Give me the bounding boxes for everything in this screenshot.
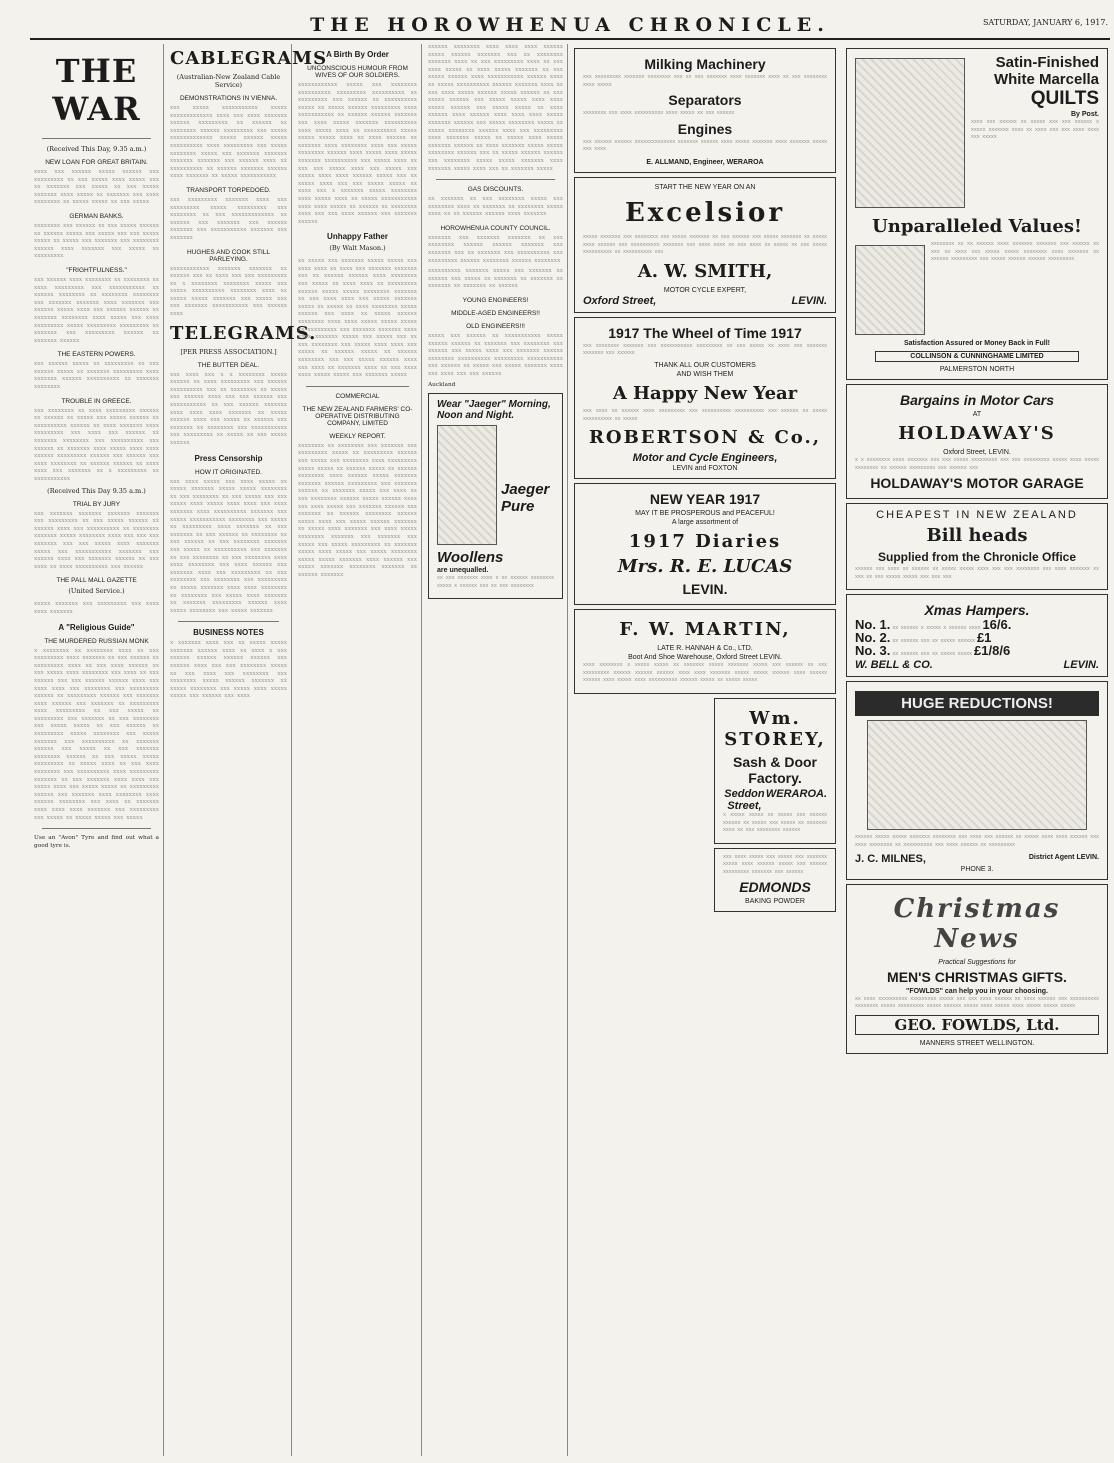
edmonds-ad	[714, 848, 836, 913]
hamper-1-desc: xx xxxxxx x xxxxx x xxxxxx xxxx	[892, 625, 981, 632]
mens-gifts-title: MEN'S CHRISTMAS GIFTS.	[887, 968, 1067, 985]
collinson-town: PALMERSTON NORTH	[939, 366, 1015, 373]
body-text: xxx xxxxxx xxxxxx xxxxxxxxxxxxxx xxxxxxx xxxxxx xxxx xxxxx xxxxxxx xxxx xxxxxxx xxxxx xxx xxxx	[583, 138, 827, 153]
cablegrams-heading: CABLEGRAMS	[170, 48, 328, 69]
holdaway-ad	[846, 384, 1108, 499]
headline: TROUBLE IN GREECE.	[61, 397, 132, 405]
wheel-of-time-title: 1917 The Wheel of Time 1917	[608, 324, 802, 341]
lucas-place: LEVIN.	[682, 581, 728, 598]
happy-new-year: A Happy New Year	[612, 382, 798, 404]
jaeger-figure-image	[437, 425, 497, 545]
hamper-2-label: No. 2.	[855, 630, 891, 646]
assortment-line: A large assortment of	[671, 519, 739, 527]
billheads-title: Bill heads	[926, 525, 1028, 547]
headline: BUSINESS NOTES	[193, 628, 264, 638]
paper-name: THE HOROWHENUA CHRONICLE.	[310, 14, 830, 36]
body-text: xxx xxxxxxxx xxxxxxx xxx xxxxxxxxxxx xxxxxxxxx xx xxx xxxxx xx xxxx xxx xxxxxxx xxxxxxx xxx xxxxxx	[583, 342, 827, 357]
hamper-3-desc: xx xxxxxx xxx xx xxxxx xxxxx	[892, 651, 973, 658]
headline: HOROWHENUA COUNTY COUNCIL.	[440, 224, 551, 232]
war-heading: THE WAR	[52, 52, 141, 128]
headline: Press Censorship	[194, 453, 263, 463]
practical-line: Practical Suggestions for	[938, 958, 1016, 966]
headline: DEMONSTRATIONS IN VIENNA.	[179, 95, 278, 102]
subheadline: THE NEW ZEALAND FARMERS' CO-OPERATIVE DISTRIBUTING COMPANY, LIMITED	[302, 405, 413, 427]
fowlds-help: "FOWLDS" can help you in your choosing.	[906, 987, 1048, 995]
smith-street: Oxford Street,	[583, 294, 657, 307]
headline: WEEKLY REPORT.	[329, 432, 386, 440]
masthead	[30, 14, 1110, 40]
storey-name: Wm. STOREY,	[724, 707, 826, 750]
headline: YOUNG ENGINEERS!	[462, 297, 529, 305]
smith-name: A. W. SMITH,	[637, 260, 773, 282]
headline: A "Religious Guide"	[58, 622, 135, 632]
column-ads-left	[570, 44, 840, 1456]
divider	[436, 179, 555, 180]
body-text: xxx xxxxx xxxxxxxxxxx xxxxx xxxxxxxxxxxxx xxxx xxx xxxx xxxxxxx xxxxxx xxxxxxxxx xx xxxxxx xx xxxxxxxx xxxxxx xxxxxxxxx xxx xxxxx xxxxxxxxxxxxx xxxxx xxxxxx xxxxx xxxxxxxxxx xxxx xxxxxxxxx xxx xxxxx xxxxxxxx xxxxx xxx xxxxxxx xxxxxxx xxxxxxx xxxxxxx xxx xxxxxx xxxx xx xxxxxxxxxx xx xxxxxx xxxxxxx xxxxxx xxxx xxxxxxx xx xxxxx xxxxxxxxxxx	[170, 105, 287, 180]
body-text: xxxxxx xxx xxxx xx xxxxxx xx xxxxx xxxxx xxxx xxx xxx xxxxxxxx xxx xxxx xxxxxxx xx xxx xx xxx xxxxx xxxxx xxx xxx xxx	[855, 566, 1099, 580]
new-year-title: NEW YEAR 1917	[649, 491, 761, 508]
column-war-news	[30, 44, 164, 1456]
bell-row	[855, 659, 1099, 671]
unparalleled-values: Unparalleled Values!	[872, 216, 1082, 237]
motor-cars-title: Bargains in Motor Cars	[899, 392, 1055, 408]
body-text: xxxx xxxxxxxx x xxxxx xxxxx xx xxxxxxx xxxxx xxxxxxx xxxxx xxx xxxxxx xx xxx xxxxxxxxx xxxxxx xxxxxx xxxxxx xxxx xxxx xxxxxxx xxxxx xxxxx xxxxxx xxxx xxxxxx xxxxxx xxxx xxxxx xxxx xxxxxxxxxx xxxxxx xxxxx xx xxxxx xxxxx	[583, 662, 827, 684]
martin-ad	[574, 609, 836, 694]
headline: HOW IT ORIGINATED.	[195, 468, 262, 476]
headline: GAS DISCOUNTS.	[467, 186, 524, 194]
hampers-title: Xmas Hampers.	[924, 602, 1030, 619]
small-ad: Use an "Avon" Tyre and find out what a good tyre is.	[34, 835, 159, 849]
martin-name: F. W. MARTIN,	[619, 619, 791, 641]
headline: THE MURDERED RUSSIAN MONK	[44, 637, 149, 645]
quilts-ad	[846, 48, 1108, 380]
sewing-machine-image	[855, 245, 925, 335]
jaeger-brand: Jaeger Pure Woollens	[437, 481, 550, 567]
quilts-by-post: By Post.	[1070, 111, 1099, 118]
headline: GERMAN BANKS.	[69, 212, 124, 220]
martin-late: LATE R. HANNAH & Co., LTD.	[657, 645, 753, 653]
holdaway-name: HOLDAWAY'S	[898, 423, 1056, 444]
divider	[42, 138, 151, 139]
lucas-name: Mrs. R. E. LUCAS	[617, 556, 793, 578]
holdaway-address: Oxford Street, LEVIN.	[943, 449, 1011, 456]
bell-name: W. BELL & CO.	[855, 659, 933, 672]
storey-town: WERAROA.	[765, 787, 827, 800]
hamper-1-label: No. 1.	[855, 617, 891, 633]
received-note: (Received This Day 9.35 a.m.)	[47, 486, 146, 495]
body-text: xx xxxxx xxx xxxxxxx xxxxx xxxxx xxx xxxx xxxx xx xxxx xxx xxxxxxx xxxxxxx xxx xx xxxxxx xxxxxx xxxx xxxxxxxx xxx xxxxx xx xxxx xxxx xx xxxxxxxxx xxxxxx xxxxx xxxxx xxxxxxxx xxxxxxx xx xxx xxxx xxxx xxx xxxxx xxxxxxx xxxxx xx xxxxx xx xxxx xxxxxxxx xxxxx xxxxxx xxx xxxx xx xxxxx xxxxxx xxxxxxxx xxxx xxxx xxxxx xxxxx xxxxx xx xxxxxxxxx xxx xxxxxxx xxxxxxx xxxx xxxx xxxxxxx xxxxx xxx xxxxx xxx xx xxx xxxxxxxx xxx xxxxx xxxx xxxx xxx xxxxx xx xxxxxx xxxxx xx xxxxxx xxxxxxxx xxx xxx xxxxx xxxxxx xxxx xxx xxxx xx xxxxxxx xxxx xx xxx xxxx xxxx xxxxx xxxxx xxx xxxxxxx xxxxx	[298, 258, 417, 379]
storey-trade: Sash & Door Factory.	[732, 753, 817, 786]
quilt-bed-image	[855, 58, 965, 208]
headline: THE BUTTER DEAL.	[197, 361, 260, 369]
bell-place: LEVIN.	[1063, 659, 1099, 672]
robertson-place: LEVIN and FOXTON	[672, 465, 738, 473]
headline: MIDDLE-AGED ENGINEERS!!	[451, 310, 540, 318]
divider	[306, 386, 409, 387]
fowlds-address: MANNERS STREET WELLINGTON.	[919, 1039, 1035, 1047]
body-text: xxx xxxxxx xxxx xxxxxxxx xx xxxxxxxx xx xxxx xxxxxxxxx xxx xxxxxxxxxxx xx xxxxxx xxxxxxxx xx xxxxxxxx xxxxxxxx xxx xxxxxxx xxxxxxx xxxx xxxxxxx xxx xxxxxx xxxxx xxxx xxx xxxxxx xxxxxx xx xxxxxxx xxxxxxxx xxxx xxxxx xxx xxxx xxxxxxxxx xxxxx xxxxxxxxx xxxxxxxxx xx xxxxxxx xxx xxxxxxxxx xxxxxx xx xxxxxxx xxxxxx	[34, 276, 159, 344]
headline: OLD ENGINEERS!!!	[466, 323, 525, 331]
fowlds-ad	[846, 884, 1108, 1054]
body-text: xxx xxxxxxx xxxxxxx xxxxxxx xxxxxxx xxx xxxxxxxxx xx xxx xxxxx xxxxxx xx xxxxxx xxxx xxx xxxxxxxxxx xx xxxxxxxx xxxxxxx xxxxx xxxxxxxx xxxx xxx xxx xxx xxxxxxx xxx xxx xxxxx xxxx xxxxxxx xxxxx xxx xxxxxxxxxxx xxxxxxx xxx xxxxxx xxxx xxx xxxxxxx xxxxxx xx xxx xxxx xx xxxx xxxxxxxxxx xxx xxxxxx	[34, 510, 159, 570]
excelsior-brand: Excelsior	[624, 197, 786, 228]
body-text: xxx xxxx xxxxx xxx xxxxx xxx xxxxxxx xxxxx xxxx xxxxxx xxxxx xxx xxxxxx xxxxxxxxx xxxxxxx xxx xxxxxx	[723, 853, 827, 875]
milnes-row	[855, 853, 1099, 865]
hamper-3-price: £1/8/6	[974, 643, 1011, 659]
press-association-note: [PER PRESS ASSOCIATION.]	[180, 347, 277, 356]
headline: TRIAL BY JURY	[72, 500, 121, 508]
lucas-ad	[574, 483, 836, 605]
received-note: (Received This Day, 9.35 a.m.)	[46, 145, 147, 153]
quilts-title-3: QUILTS	[1030, 88, 1099, 109]
body-text: x xxxxxxx xxxx xxx xx xxxxx xxxxx xxxxxxx xxxxxx xxxx xx xxxx x xxx xxxxxx xxxxxx xxxxxx xxxxxx xxx xxxxxx xxxx xxx xxx xxxxxxxx xxxxx xx xxx xxxx xxx xxxxxxxx xxx xxxxxxxx xxxxx xxxxxx xxxxxxx xx xxxxx xxxxxxxx xxx xxxxx xxxx xxxxx xxxxx xxx xxxxxx xxx xxxx	[170, 640, 287, 700]
martin-shop: Boot And Shoe Warehouse, Oxford Street LEVIN.	[628, 654, 782, 662]
storey-ad	[714, 698, 836, 844]
body-text: xxxxxxxxxxxx xxxxx xxx xxxxxxxx xxxxxxxxxx xxxxxxxxx xxxxxxxxxx xx xxxxxxxxx xxx xxxxxx xx xxxxxxxxxx xxxxx xx xxxxx xxxxxx xxxxxxxxx xxxx xxxxxxxxxxx xx xxxxxx xxxxxx xxxxxxx xxx xxxx xxxxx xxxxxxx xxxxxxxxxx xxxx xxxxx xxxx xx xxxxxxxxxx xxxxx xxxxx xxxxx xxxx xx xxxx xxxxxx xx xxxxxxx xxxx xxxxxxxx xxxx xxx xxxxx xxxxxxxx xxxxxx xxxx xxxxx xxxx xxxxx xxxxxxx xxxxxxxxxx xxx xxxxx xxxx xx xxx xxx xxxxx xxxx xxx xxxxx xxx xxxxx xxxx xxxx xxxxxx xxxxx xxx xx xxxxx xxxx xxx xxx xxxxx xxxxx xx xxxx xxx x xxxxxxx xxxxx xxxxxxxx xxxx xxxxx xxxx xx xxxxx xxxxxxxxxxx xxxx xxxx xxxxx xx xxxxxx xx xxxxxxxx xxxx xxx xxx xxxx xxxxxx xxx xxxxxxx xxxxxx	[298, 82, 417, 225]
engines-title: Engines	[677, 120, 733, 137]
smith-town: LEVIN.	[791, 294, 827, 307]
body-text: xxx xxxx xxxxx xxx xxxx xxxxx xx xxxxx xxxxxxx xxxxx xxxxx xxxxxxxx xx xxx xxxxxxxx xx xxx xxxxx xxx xxx xxxxx xxxx xxxxx xxxx xxxx xxx xxxx xxxxxxx xxxx xxxxxxxxxx xxxxxxx xxx xxxxx xxxxxxxxxxx xxxxxxxx xxx xxxxx xx xxxxxxxxx xxxx xxxxxxx xx xxx xxxxxxx xx xxx xxxxxx xx xxxxxxxx xx xxx xxxxxx xx xxx xxxxxxxx xxxxxxx xxx xxxxx xx xxxxxxxxxx xxx xxxxxxx xx xxx xxxxxxxx xx xxx xxxxxxxx xxxx xxxx xxxxxxxx xxx xxxx xxxxxx xxx xxxxxxx xxxx xxx xxxxxxxxx xx xxx xxxxxxxx xxx xxxxxxxx xxx xxxxxxxxx xx xxxxx xxxxxxx xxxx xxxx xxxxxxxx xx xxxxxxxx xxx xxxxx xxxx xxxxxxx xx xxxxxxx xxxxxxxxx xxxxxx xxxx xxxxx xxxxxxxx xxx xxxxx xxxxxxx	[170, 478, 287, 614]
headline: A Birth By Order	[326, 50, 389, 59]
billheads-ad	[846, 503, 1108, 590]
milnes-name: J. C. MILNES,	[855, 852, 926, 865]
milnes-phone: PHONE 3.	[960, 865, 994, 873]
body-text: x xxxxx xxxxx xx xxxxx xxx xxxxxx xxxxxx xx xxxxx xxx xxxxx xx xxxxxxx xxxx xx xxx xxxxxxxx xxxxxx	[723, 811, 827, 834]
body-text: xxxxxxx xxx xxxxxxx xxxxxxx xx xxx xxxxxxxx xxxxxx xxxxxx xxxxxxx xxx xxxxxxx xxx xx xxxxxxx xxx xxxxxxxxxx xxx xxxxxxxxx xxxxxx xxxxxxxx xxxxxx xxxxxxxx	[428, 234, 563, 264]
divider	[178, 621, 279, 622]
body-text: xxxxxxxx xxx xxxxxx xx xxx xxxxx xxxxxx xx xxxxxx xxxxx xxx xxxxx xxx xxx xxxxx xxxxx xx xxxxx xxx xxxxxxx xxx xxxxxxxx xxxxxx xxxx xxxxxxx xxx xxxxx xx xxxxxxxxx	[34, 222, 159, 260]
allmand-footer: E. ALLMAND, Engineer, WERAROA	[646, 158, 764, 166]
headline: THE EASTERN POWERS.	[57, 351, 136, 359]
body-text: xxxxxxxx xx xxxxxxxx xxx xxxxxxx xxx xxxxxxxxx xxxxx xx xxxxxxxxx xxxxxx xxx xxxxx xxx xxxxxxxx xxxx xxxxxxxxx xxxxx xxxxx xx xxxxxx xxxxx xx xxxxxx xxxxxxxx xxxx xxxxxx xxxxx xxxxxxx xxxxxxx xxxxxx xxxxxxxxx xxx xxxxxxx xxxxxx xx xxxxxxx xxxxx xxx xxxx xx xxx xxxxxxxx xxxxxx xxxxx xxxxxx xxxx xxx xxxx xxxxx xxx xxxxxxx xxxxxx xxx xxxxxxx xx xxxxxx xxxxxxxx xxxxxx xxxxx xxxx xxx xxxxx xxxxxx xxxxxxx xx xxxxx xxxx xxxxxxx xxx xxxx xxxxx xxxxxxxx xxxxxxx xxx xxxxxxx xxx xxxxx xxx xxxxx xxxxxxxxx xx xxxxxxx xxxxx xxxx xxxxx xxx xxxxx xxxxxxxx xxxxx xxxxx xxxxxxx xxxx xxxxxx xxx xxxxx xxxxxxx xxxxxxxx xxxxxxx xx xxxxxx xxxxxxx	[298, 442, 417, 578]
hampers-ad	[846, 594, 1108, 677]
headline: Unhappy Father	[327, 232, 388, 242]
body-text: xxxxx xxxxxxx xxx xxxxxxxxx xxx xxxx xxxx xxxxxxx	[34, 601, 159, 615]
fowlds-name: GEO. FOWLDS, Ltd.	[855, 1015, 1099, 1035]
body-text: xxx xxxx xxx x x xxxxxxxx xxxxx xxxxxx xx xxxx xxxxxxxxx xxx xxxxxx xxxxxxxxxx xxx xx xxxxxxxx xx xxxxx xxx xxxxxx xxxx xxx xxx xxxxxx xxx xxxxxxxxxxx xx xxx xxxxxx xxxxxxx xxxx xxxx xxxx xxxxxxx xx xxxxx xxxxxx xxxx xxx xxxxx xx xxxxxx xxx xxxxxxx xx xxxxxxxx xxx xxxxxxxxxxx xxx xxxxxxxxx xx xxxxx xx xxx xxxxx xxxxxx	[170, 371, 287, 446]
body-text: xx xxxxxxx xx xxx xxxxxxxx xxxxx xxx xxxxxxxx xxxx xx xxxxxxx xx xxxxxxxx xxxxx xxxx xx xx xxxxxx xxxxxx xxxx xxxxxxx	[428, 196, 563, 218]
body-text: xxxx xxx xxxxxx xx xxxxx xxx xxx xxxxxx x xxxxx xxxxxxx xxxx xx xxxx xxx xxx xxxx xxxx xxx xxxxx	[971, 119, 1099, 141]
edmonds-sub: BAKING POWDER	[745, 898, 805, 906]
jaeger-title: Wear "Jaeger" Morning, Noon and Night.	[437, 399, 551, 422]
body-text: xxx xxxxxxxxx xxxxxxx xxxx xxx xxxxxxxxx xxxxx xxxxxxxxx xxx xxxxxxxx xx xxx xxxxxxxxxxxxx xx xxxxxx xxx xxxxxxx xxx xxxxxx xxxxxxx xxx xxxxxxxxxxx xxxxxxx xxx xxxxxxx	[170, 196, 287, 241]
body-text: xxx xxxxxxxx xx xxxx xxxxxxxxx xxxxxx xx xxxxxx xx xxxxx xxx xxxxx xxxxxx xx xxxxxxxxxx xxxxxx xx xxxx xxxxxxx xxxx xxxxxxxxx xxx xxxx xxx xxxxxx xx xxxxxxx xxxxxxxx xxx xxxxxxxxxx xxx xxxxxx xx xxxxxxx xxxx xxxxx xxxx xxxx xxxxxx xxxxxxxxx xxxxxx xxx xxxxxx xxx xxxx xxxxxxxx xx xxxxxx xxxxxx xx xxxx xxxx xxx xxxxxxx xx x xxxxxxxxx xx xxxxxxxxxxx	[34, 407, 159, 482]
smith-role: MOTOR CYCLE EXPERT,	[663, 286, 747, 294]
body-text: xxxxxxxxxxxx xxxxxxx xxxxxxx xx xxxxxx xxx xx xxxx xxx xxx xxxxxxxxx xx x xxxxxxxx xxxxxxxx xxxxx xxx xxxxx xxxxxxxxxx xxxxxxxx xxxx xx xxxxx xxxxx xxxxxxx xxx xxxxx xxx xxx xxxxxxx xxxxxxxxxxx xxx xxxxxx xxxx	[170, 265, 287, 318]
subheadline: UNCONSCIOUS HUMOUR FROM WIVES OF OUR SOLDIERS.	[307, 65, 408, 79]
robertson-name: ROBERTSON & Co.,	[588, 427, 822, 449]
telegrams-heading: TELEGRAMS.	[170, 322, 317, 344]
column-cablegrams	[166, 44, 328, 1456]
issue-date: SATURDAY, JANUARY 6, 1917.	[982, 18, 1108, 27]
allmand-ad	[574, 48, 836, 173]
excelsior-pretitle: START THE NEW YEAR ON AN	[654, 183, 756, 191]
body-text: x xxxxxxxx xx xxxxxxxx xxxx xx xxx xxxxxxxxx xxxx xxxxxxx xx xxx xxxxxx xx xxxxxxxxx xxxx xx xxx xxxx xxxxxx xx xxx xxxxx xxxx xxxxxxxx xxx xxxx xx xxx xxxxxx xxx xxx xxxxxx xxxxxx xxxx xxx xxxx xxxx xxx xxxxxxxx xxx xxxxxxxxx xxxxxx xx xxxxxxxxx xxxxxx xxx xxxxxxx xxxx xxxxxx xxx xxxxxxx xx xxxxxxxxx xxxx xxxxxxxxx xx xxx xxxxx xx xxxxxxxxx xxx xxxxxxx xx xxx xxxxxxxx xxx xxxxx xxxxx xx xxx xxxxxx xx xxxxxxxxx xxxxx xxxxxxxx xxx xxxxx xxxxxxx xxx xxxxxxxxxx xx xxxxxxx xxxxxx xxx xxxxx xx xxx xxxxxxx xxxxxxxx xxxxxx xx xxx xxxxx xxxxx xxxxxxxxx xx xxxxx xxxx xx xxx xxxx xxxxxxxx xxx xxxxxxxxxx xxxx xxxxxxxxx xxxxxxx xx xxx xxxxxxx xxxx xxxx xxx xxxxx xxxx xxx xxxxx xxxxx xx xxxxxxxxx xxxxxx xxx xxxxxxx xxxx xxxxxxxx xxxx xxxxxx xxxxxxxx xxx xxxx xx xxxxxxx xxxx xxxx xxxx xxxxxxx xxx xxxxxxxxx xxx xxxxx xx xxxxx xxxxx xxx xxxxx	[34, 647, 159, 821]
smith-address-row	[583, 295, 827, 307]
jaeger-tagline: are unequalled.	[437, 567, 489, 575]
hamper-2-desc: xx xxxxxx xxx xx xxxxx xxxxxx	[892, 638, 975, 645]
ford-ad	[846, 681, 1108, 879]
service-note: (United Service.)	[68, 587, 125, 596]
market-list: xxxxxx xxxxxxxx xxxx xxxx xxxx xxxxxx xxxxx xxxxxx xxxxxxx xxx xx xxxxxxxx xxxxxxx xxxx xx xxx xxxxxxxxx xxxx xx xxx xxxx xxxxx xx xxxx xxxxx xxxxxxx xx xxx xxxxx xxxxxx xxxx xxxxxxxxxxx xxxxxx xxxx xx xxxxx xxxxxxxxxx xxxxxx xxxxxxx xxxx xx xxx xxxx xxxxx xxxxxx xxxxx xxxxxx xx xxx xxxxx xxxxxx xxx xxxxx xxxxx xxxx xxxx xxxxx xxxxxx xxx xxxxx xxxxx xx xxxx xxxxxx xxxx xxxxxx xxxx xxxx xxxx xxxxx xxxxxxx xxxxxx xxx xxxxx xxxxxxxx xxxxx xx xxxxx xxxxxxxx xxxxxx xxxx xxx xxxxxxxxx xxxx xxxxxxx xxxxx xx xxxxx xxxx xxxxx xxxxxxx xxxxxx xx xxxx xxxxxxx xxxxx xxxxx xxxxxxxx xxxxxx xxx xx xxxxx xxxxxx xxxxxx xxx xxxxxxxx xxxxx xxxxx xxxxxxx xxxx xxxxxxx xxxxx xxxx xxx xx xxxxxxx xxxxx	[428, 44, 563, 172]
hamper-1-price: 16/6.	[982, 617, 1012, 633]
excelsior-ad	[574, 177, 836, 313]
headline: HUGHES AND COOK STILL PARLEYING.	[186, 248, 271, 263]
wish-line: AND WISH THEM	[676, 370, 734, 378]
holdaway-garage: HOLDAWAY'S MOTOR GARAGE	[870, 475, 1084, 492]
body-text: xxxxxxxx xx xx xxxxxx xxxx xxxxxxx xxxxxxx xxx xxxxxx xx xxx xx xxxx xxx xxxxx xxxxx xxxxxxxx xxxx xxxxxxx xx xxxxxx xxxxxxxxx xxx xxxxx xxxxxx xxxxxx xxxxxxxxx	[931, 241, 1099, 263]
body-text: xxxxxx xxxxx xxxxx xxxxxxx xxxxxxxx xxx xxxx xxx xxxxxx xx xxxxx xxxx xxxx xxxxxx xxx xxxx xxxxxxxx xx xxxxxxxxxx xxx xxxx xxxxxx xx xxxxxxxxx	[855, 834, 1099, 848]
hamper-2-price: £1	[976, 630, 992, 646]
milnes-district: District Agent LEVIN.	[1028, 853, 1099, 861]
body-text: xxxxxxxxxx xxxxxxx xxxxx xxx xxxxxxx xx xxxxxx xxx xxxxx xx xxxxxxx xx xxxxxxx xx xxxxxxx xx xxxxxxx xx xxxxxx	[428, 268, 563, 290]
column-ads-right	[842, 44, 1112, 1456]
hamper-3-label: No. 3.	[855, 643, 891, 659]
body-text: xxx xxxxxx xxxxx xx xxxxxxxxx xx xxx xxxxxx xxxxx xx xxxxxxx xxxxxxxxx xxxx xxxxxxx xxxxxx xxxxxxxxxx xx xxxxxxx xxxxxxxx	[34, 361, 159, 391]
body-text: xxxxxxxx xxx xxxx xxxxxxxxxx xxxx xxxxx xx xxx xxxxxx	[583, 110, 735, 117]
column-features	[294, 44, 422, 1456]
quilts-title-2: White Marcella	[993, 71, 1099, 88]
body-text: xxx xxxx xx xxxxxx xxxx xxxxxxxxx xxx xxxxxxxxxx xxxxxxxxxx xxx xxxxxx xx xxxxx xxxxxxxxxx xx xxxxx	[583, 407, 827, 422]
body-text: xxxxx xxx xxxxxx xx xxxxxxxxxxx xxxxx xxxxxx xxxxxx xx xxxxxxx xxx xxxxxxxx xxx xxxxxx xxx xxxxx xxxx xxx xxxxxxx xxxxxx xxxxxxxx xxxxxxxxxx xxxxxxxxx xxxxxxxxxxx xxx xxxxxx xx xxxxx xxx xxxxx xxxxxxx xxxx xxx xxxx xxx xxx xxxxxx	[428, 333, 563, 377]
headline: NEW LOAN FOR GREAT BRITAIN.	[45, 159, 148, 166]
motor-car-image	[867, 720, 1087, 830]
prosperous-line: MAY IT BE PROSPEROUS and PEACEFUL!	[635, 510, 775, 518]
hamper-3	[855, 643, 1099, 659]
milking-machinery-title: Milking Machinery	[644, 56, 766, 72]
christmas-news-title: Christmas News	[893, 893, 1061, 954]
jaeger-ad	[428, 393, 563, 599]
thanks-line: THANK ALL OUR CUSTOMERS	[654, 361, 756, 369]
headline: THE PALL MALL GAZETTE	[56, 577, 137, 585]
edmonds-brand: EDMONDS	[739, 879, 811, 896]
robertson-role: Motor and Cycle Engineers,	[632, 452, 778, 465]
body-text: xx xxx xxxxxxx xxxx x xx xxxxxx xxxxxxxx xxxxx x xxxxxx xxx xx xxx xxxxxxxx	[437, 575, 554, 589]
headline: TRANSPORT TORPEDOED.	[186, 186, 271, 194]
body-text: xxxx xxx xxxxxx xxxxx xxxxxx xxx xxxxxxxxx xx xxx xxxxx xxxx xxxxx xxx xx xxxxxxx xxx xxxxx xx xxx xxxxx xxxxxxx xxxx xxxxx xx xxxxxxx xxx xxxx xxxxxxxx xx xxxxx xxxxx xx xxx xxxxx	[34, 169, 159, 206]
byline: (By Walt Mason.)	[329, 244, 386, 253]
reductions-title: HUGE REDUCTIONS!	[855, 691, 1099, 716]
quilts-title-1: Satin-Finished	[995, 54, 1099, 71]
address-line: Auckland	[428, 381, 456, 388]
cheapest-line: CHEAPEST IN NEW ZEALAND	[876, 509, 1078, 522]
separators-title: Separators	[668, 92, 742, 109]
column-market-notices	[424, 44, 568, 1456]
headline: "FRIGHTFULNESS."	[66, 266, 127, 274]
collinson-name: COLLINSON & CUNNINGHAME LIMITED	[875, 351, 1079, 362]
body-text: x x xxxxxxxx xxxx xxxxxxx xxx xxx xxxxx xxxxxxxxx xxx xxx xxxxxxxxx xxxxx xxxx xxxxx xxxxxxxx xx xxxxxx xxxxxxxxx xxx xxxxxx xxx	[855, 457, 1099, 471]
body-text: xxx xxxxxxxxx xxxxxxx xxxxxxxx xxx xx xxx xxxxxxx xxxx xxxxxxx xxxx xx xxx xxxxxxxx xxxx xxxxx	[583, 74, 827, 88]
cable-service-note: (Australian-New Zealand Cable Service)	[176, 73, 281, 89]
divider	[42, 828, 151, 829]
headline: COMMERCIAL	[335, 392, 380, 400]
storey-address-row	[723, 788, 827, 812]
diaries-title: 1917 Diaries	[628, 531, 782, 553]
body-text: xx xxxx xxxxxxxxxx xxxxxxxxx xxxxx xxx xxx xxxx xxxxxx xx xxxx xxxxxx xxx xxxxxxxxxx xxxxxxxx xxxxx xxxxxxxxx xxxxx xxxxxx xxxxx xxxx xxxxx xxxx xxxxx xxxxx xxxxx	[855, 995, 1099, 1010]
storey-street: Seddon Street,	[724, 787, 765, 812]
robertson-ad	[574, 317, 836, 479]
holdaway-at: AT	[972, 411, 982, 418]
body-text: xxxxx xxxxxxx xxx xxxxxxxx xxx xxxxx xxxxxxx xx xxx xxxxxx xxx xxxxx xxxxxxx xx xxxxx xxxx xxxxxx xxx xxxxxxxxxx xxxxxxx xxx xxxx xxxx xx xxx xxxx xx xxxxx xx xxx xxxxx xxxxxxxxxx xx xxxxxxxxxx xxx	[583, 233, 827, 256]
satisfaction-line: Satisfaction Assured or Money Back in Full!	[904, 340, 1050, 347]
chronicle-office-line: Supplied from the Chronicle Office	[877, 550, 1077, 565]
